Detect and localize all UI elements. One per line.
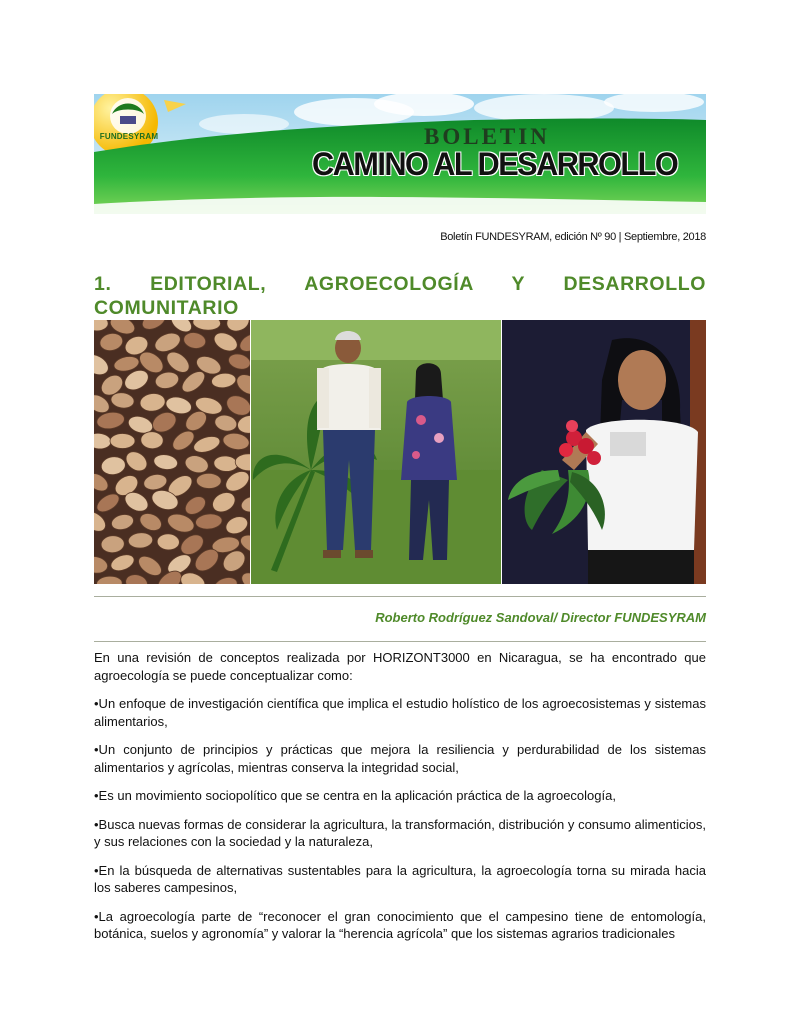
bean-shape — [196, 473, 221, 489]
bullet-paragraph: •Busca nuevas formas de considerar la agricultura, la transformación, distribución y consumo alimenticios, y sus relaciones con la sociedad y la naturaleza, — [94, 816, 706, 849]
bullet-paragraph: •Un conjunto de principios y prácticas que mejora la resiliencia y perdurabilidad de los sistemas alimentarios y agrícolas, mientras conserva la integridad social, — [94, 742, 706, 775]
banner-title-top: BOLETIN — [424, 124, 550, 149]
section-title: 1. EDITORIAL, AGROECOLOGÍA Y DESARROLLO COMUNITARIO — [94, 273, 706, 319]
farmers-photo — [251, 320, 501, 584]
paragraph-intro: En una revisión de conceptos realizada por HORIZONT3000 en Nicaragua, se ha encontrado que agroecología se puede conceptualizar como: — [94, 650, 706, 683]
bullet-paragraph: •La agroecología parte de “reconocer el gran conocimiento que el campesino tiene de entomología, botánica, suelos y agronomía” y valorar la “herencia agrícola” que los sistemas agrarios tradicionales — [94, 908, 706, 941]
beans-photo — [94, 320, 250, 584]
article-body — [94, 649, 706, 954]
divider-bottom — [94, 641, 706, 642]
bulletin-banner — [94, 94, 706, 214]
bullet-paragraph: •Un enfoque de investigación científica que implica el estudio holístico de los agroecosistemas y sistemas alimentarios, — [94, 696, 706, 729]
logo-wordmark: FUNDESYRAM — [99, 132, 159, 141]
bullet-paragraph: •En la búsqueda de alternativas sustentables para la agricultura, la agroecología torna su mirada hacia los saberes campesinos, — [94, 862, 706, 895]
bean-shape — [110, 434, 135, 449]
photo-strip — [94, 320, 706, 584]
divider-top — [94, 596, 706, 597]
edition-line: Boletín FUNDESYRAM, edición Nº 90 | Septiembre, 2018 — [440, 231, 706, 243]
radish-photo — [502, 320, 706, 584]
banner-title-main: CAMINO AL DESARROLLO — [312, 146, 678, 182]
author-byline: Roberto Rodríguez Sandoval/ Director FUNDESYRAM — [375, 610, 706, 625]
bullet-paragraph: •Es un movimiento sociopolítico que se centra en la aplicación práctica de la agroecología, — [94, 788, 616, 803]
